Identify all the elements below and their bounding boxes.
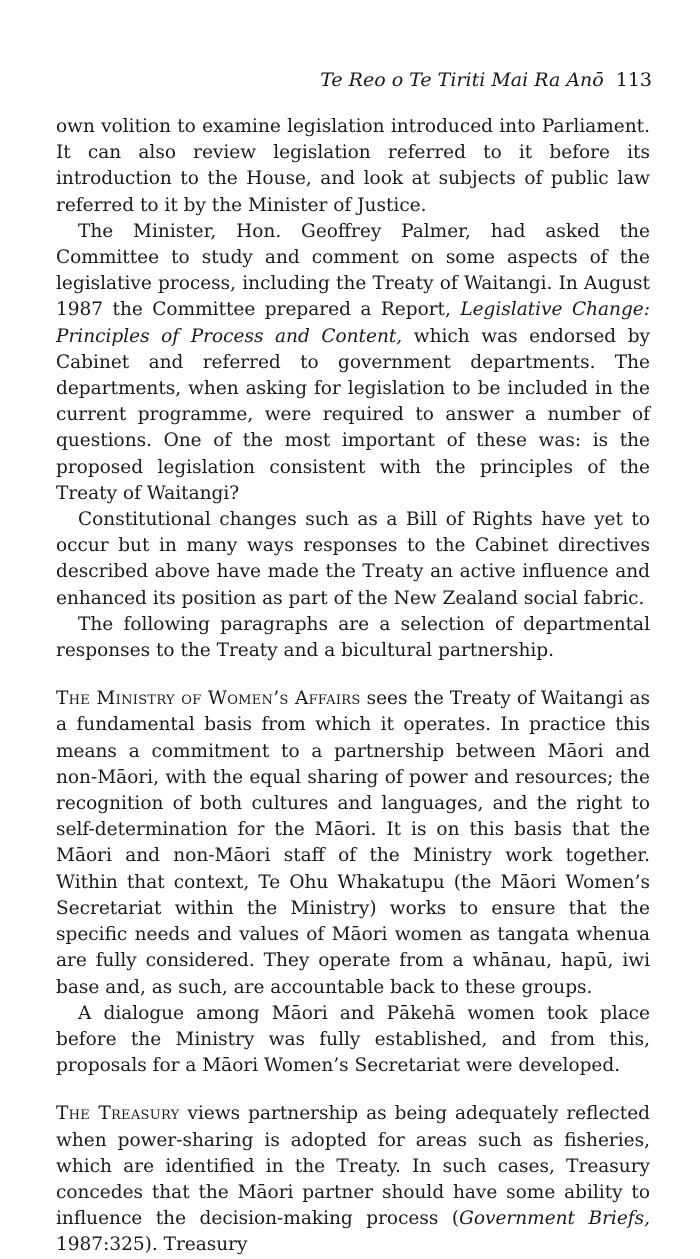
paragraph-text: The Minister, Hon. Geoffrey Palmer, had asked the Committee to study and comment on some aspects of the legislative process, including the Treaty of Waitangi. In August 1987 the Committee prepared a Report,	[56, 220, 650, 321]
paragraph-treasury	[56, 1101, 650, 1258]
paragraph-dialogue: A dialogue among Māori and Pākehā women took place before the Ministry was fully established, and from this, proposals for a Māori Women’s Secretariat were developed.	[56, 1002, 650, 1077]
paragraph-legislative-change	[56, 219, 650, 507]
running-head	[320, 68, 652, 92]
running-head-title: Te Reo o Te Tiriti Mai Ra Anō	[320, 69, 604, 91]
page-number: 113	[615, 69, 652, 91]
paragraph-following: The following paragraphs are a selection of departmental responses to the Treaty and a bicultural partnership.	[56, 613, 650, 662]
paragraph-continuation: own volition to examine legislation introduced into Parliament. It can also review legislation referred to it before its introduction to the House, and look at subjects of public law referred to it by the Minister of Justice.	[56, 116, 650, 216]
paragraph-text: sees the Treaty of Waitangi as a fundamental basis from which it operates. In practice this means a commitment to a partnership between Māori and non-Māori, with the equal sharing of power and resources; the recognition of both cultures and languages, and the right to self-determination for the Māori. It is on this basis that the Māori and non-Māori staff of the Ministry work together. Within that context, Te Ohu Whakatupu (the Māori Women’s Secretariat within the Ministry) works to ensure that the specific needs and values of Māori women as tangata whenua are fully considered. They operate from a whānau, hapū, iwi base and, as such, are accountable back to these groups.	[56, 688, 650, 998]
section-lead-ministry: The Ministry of Women’s Affairs	[56, 688, 361, 710]
paragraph-text: 1987:325). Treasury	[56, 1234, 248, 1256]
paragraph-constitutional-changes: Constitutional changes such as a Bill of Rights have yet to occur but in many ways responses to the Cabinet directives described above have made the Treaty an active influence and enhanced its position as part of the New Zealand social fabric.	[56, 509, 650, 609]
citation-title: Government Briefs,	[459, 1208, 651, 1230]
paragraph-text: which was endorsed by Cabinet and referred to government departments. The departments, when asking for legislation to be included in the current programme, were required to answer a number of questions. One of the most important of these was: is the proposed legislation consistent with the principles of the Treaty of Waitangi?	[56, 325, 650, 504]
paragraph-text: views partnership as being adequately reflected when power-sharing is adopted for areas such as fisheries, which are identified in the Treaty. In such cases, Treasury concedes that the Māori partner should have some ability to influence the decision-making process (	[56, 1103, 650, 1230]
report-title: Legislative Change: Principles of Process and Content,	[56, 299, 650, 347]
body-text	[56, 114, 650, 1259]
section-lead-treasury: The Treasury	[56, 1103, 180, 1125]
paragraph-ministry-womens-affairs	[56, 686, 650, 1000]
